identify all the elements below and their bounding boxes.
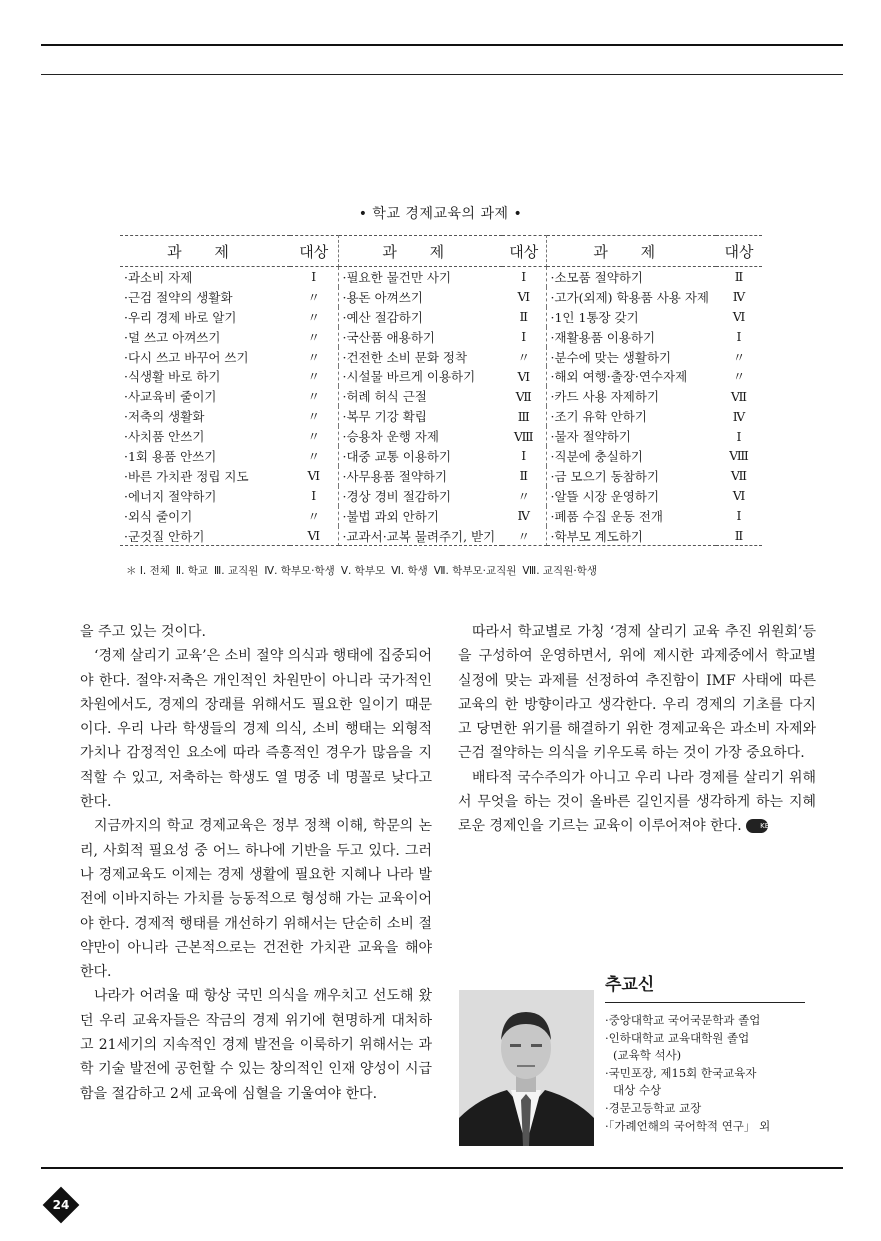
target-cell: Ⅳ — [732, 408, 746, 424]
task-cell: ·알뜰 시장 운영하기 — [550, 488, 660, 504]
target-cell: Ⅵ — [290, 526, 338, 546]
table-title: • 학교 경제교육의 과제 • — [358, 206, 523, 222]
target-cell: Ⅵ — [502, 287, 546, 307]
target-cell: Ⅵ — [732, 488, 746, 504]
legend-item: Ⅳ. 학부모·학생 — [264, 565, 335, 577]
target-cell: Ⅰ — [736, 428, 742, 444]
bio-item: (교육학 석사) — [613, 1048, 682, 1063]
author-divider — [605, 1002, 805, 1003]
task-cell: ·외식 줄이기 — [124, 508, 193, 524]
table-row — [120, 446, 762, 466]
task-cell: ·복무 기강 확립 — [342, 409, 427, 425]
table-row — [120, 366, 762, 386]
author-name: 추교신 — [605, 975, 655, 995]
task-cell: ·바른 가치관 정립 지도 — [124, 468, 249, 484]
target-cell: 〃 — [290, 446, 338, 466]
target-cell: Ⅱ — [502, 466, 546, 486]
target-cell: Ⅳ — [502, 506, 546, 526]
task-cell: ·불법 과외 안하기 — [342, 508, 439, 524]
tasks-table — [120, 235, 762, 546]
target-cell: Ⅱ — [716, 526, 762, 546]
target-cell: 〃 — [290, 307, 338, 327]
task-cell: ·1회 용품 안쓰기 — [124, 448, 217, 464]
task-cell: ·재활용품 이용하기 — [550, 329, 656, 345]
task-cell: ·다시 쓰고 바꾸어 쓰기 — [124, 349, 249, 365]
article-paragraph — [458, 766, 816, 839]
table-row — [120, 486, 762, 506]
article-paragraph: 따라서 학교별로 가칭 ‘경제 살리기 교육 추진 위원회’등을 구성하여 운영하면서, 위에 제시한 과제중에서 학교별 실정에 맞는 과제를 선정하여 추진함이 IMF 사태에 따른 교육의 한 방향이라고 생각한다. 우리 경제의 기초를 다지고 당면한 위기를 해결하기 위한 경제교육은 과소비 자제와 근검 절약하는 의식을 키우도록 하는 것이 가장 중요하다. — [458, 624, 816, 762]
target-cell: Ⅳ — [732, 289, 746, 305]
legend-item: Ⅱ. 학교 — [175, 565, 209, 577]
target-cell: 〃 — [290, 327, 338, 347]
task-cell: ·승용차 운행 자제 — [342, 429, 439, 445]
target-cell: 〃 — [732, 349, 746, 365]
target-cell: Ⅰ — [290, 486, 338, 506]
task-cell: ·소모품 절약하기 — [550, 269, 643, 285]
target-cell: 〃 — [290, 366, 338, 386]
target-cell: 〃 — [502, 347, 546, 367]
target-cell: Ⅱ — [502, 307, 546, 327]
target-cell: 〃 — [732, 369, 746, 385]
table-row — [120, 347, 762, 367]
task-cell: ·분수에 맞는 생활하기 — [550, 349, 672, 365]
header-target-3: 대상 — [716, 236, 762, 267]
target-cell: 〃 — [290, 287, 338, 307]
target-cell: Ⅰ — [290, 267, 338, 287]
target-cell: Ⅱ — [734, 269, 744, 285]
task-cell: ·사무용품 절약하기 — [342, 468, 448, 484]
task-cell: ·물자 절약하기 — [550, 429, 631, 445]
bio-item: ·「가례언해의 국어학적 연구」 외 — [605, 1118, 771, 1133]
task-cell: ·용돈 아껴쓰기 — [342, 289, 423, 305]
article-left-column — [80, 620, 432, 1106]
kedi-end-mark-icon: KEDI — [746, 819, 768, 833]
task-cell: ·과소비 자제 — [124, 269, 193, 285]
task-cell: ·식생활 바로 하기 — [124, 369, 221, 385]
task-cell: ·금 모으기 동참하기 — [550, 468, 660, 484]
task-cell: ·사교육비 줄이기 — [124, 389, 217, 405]
header-target-2: 대상 — [502, 236, 546, 267]
task-cell: ·해외 여행·출장·연수자제 — [550, 369, 688, 385]
header-task-2: 과 제 — [338, 236, 502, 267]
task-cell: ·조기 유학 안하기 — [550, 409, 647, 425]
task-cell: ·에너지 절약하기 — [124, 488, 217, 504]
header-task-3: 과 제 — [546, 236, 716, 267]
task-cell: ·학부모 계도하기 — [546, 526, 716, 546]
task-cell: ·경상 경비 절감하기 — [342, 488, 452, 504]
author-photo — [459, 990, 594, 1146]
target-cell: Ⅶ — [730, 468, 748, 484]
legend-item: Ⅴ. 학부모 — [340, 565, 386, 577]
table-row — [120, 386, 762, 406]
target-cell: Ⅵ — [502, 366, 546, 386]
author-portrait-icon — [459, 990, 594, 1146]
table-row — [120, 466, 762, 486]
legend-item: Ⅵ. 학생 — [391, 565, 428, 577]
target-cell: 〃 — [290, 506, 338, 526]
table-row — [120, 506, 762, 526]
task-cell: ·군것질 안하기 — [120, 526, 290, 546]
table-row — [120, 526, 762, 546]
table-header-row — [120, 236, 762, 267]
target-cell: Ⅰ — [736, 508, 742, 524]
task-cell: ·우리 경제 바로 알기 — [124, 309, 237, 325]
table-row — [120, 327, 762, 347]
legend-item: ＊ Ⅰ. 전체 — [126, 565, 170, 577]
bio-item: ·국민포장, 제15회 한국교육자 — [605, 1065, 757, 1080]
target-cell: 〃 — [290, 386, 338, 406]
target-cell: Ⅷ — [502, 426, 546, 446]
article-paragraph-text: 배타적 국수주의가 아니고 우리 나라 경제를 살리기 위해서 무엇을 하는 것이 올바른 길인지를 생각하게 하는 지혜로운 경제인을 기르는 교육이 이루어져야 한다. — [458, 769, 816, 835]
bio-item: 대상 수상 — [613, 1083, 662, 1098]
article-paragraph: 나라가 어려울 때 항상 국민 의식을 깨우치고 선도해 왔던 우리 교육자들은 작금의 경제 위기에 현명하게 대처하고 21세기의 지속적인 경제 발전을 이룩하기 위해서는 과학 기술 발전에 공헌할 수 있는 창의적인 인재 양성이 시급함을 절감하고 2세 교육에 심혈을 기울여야 한다. — [80, 988, 432, 1102]
page-number: 24 — [52, 1198, 70, 1212]
task-cell: ·국산품 애용하기 — [342, 329, 435, 345]
task-cell: ·카드 사용 자제하기 — [550, 389, 660, 405]
author-bio-list — [605, 1012, 770, 1135]
header-task-1: 과 제 — [120, 236, 290, 267]
target-cell: Ⅰ — [502, 446, 546, 466]
target-cell: 〃 — [290, 426, 338, 446]
task-cell: ·허례 허식 근절 — [342, 389, 427, 405]
target-cell: Ⅰ — [502, 267, 546, 287]
bio-item: ·중앙대학교 국어국문학과 졸업 — [605, 1013, 761, 1027]
task-cell: ·필요한 물건만 사기 — [342, 269, 452, 285]
bio-item: ·인하대학교 교육대학원 졸업 — [605, 1030, 750, 1045]
legend-item: Ⅲ. 교직원 — [214, 565, 259, 577]
task-cell: ·사치품 안쓰기 — [124, 429, 205, 445]
table-row — [120, 287, 762, 307]
task-cell: ·고가(외제) 학용품 사용 자제 — [550, 289, 709, 305]
task-cell: ·저축의 생활화 — [124, 409, 205, 425]
article-paragraph: 을 주고 있는 것이다. — [80, 624, 206, 640]
target-cell: 〃 — [502, 526, 546, 546]
article-paragraph: 지금까지의 학교 경제교육은 정부 정책 이해, 학문의 논리, 사회적 필요성 중 어느 하나에 기반을 두고 있다. 그러나 경제교육도 이제는 경제 생활에 필요한 지혜나 나라 발전에 이바지하는 가치를 능동적으로 형성해 가는 교육이어야 한다. 경제적 행태를 개선하기 위해서는 단순히 소비 절약만이 아니라 근본적으로는 건전한 가치관 교육을 해야 한다. — [80, 818, 432, 981]
article-right-column — [458, 620, 816, 839]
task-cell: ·1인 1통장 갖기 — [550, 309, 639, 325]
article-paragraph: ‘경제 살리기 교육’은 소비 절약 의식과 행태에 집중되어야 한다. 절약·저축은 개인적인 차원만이 아니라 국가적인 차원에서도, 경제의 장래를 위해서도 필요한 일이기 때문이다. 우리 나라 학생들의 경제 의식, 소비 행태는 외형적 가치나 감정적인 요소에 따라 즉흥적인 경우가 많음을 지적할 수 있고, 저축하는 학생도 열 명중 네 명꼴로 낮다고 한다. — [80, 648, 432, 811]
table-row — [120, 267, 762, 287]
target-cell: Ⅰ — [736, 329, 742, 345]
task-cell: ·직분에 충실하기 — [550, 448, 643, 464]
task-cell: ·대중 교통 이용하기 — [342, 448, 452, 464]
target-cell: Ⅲ — [502, 406, 546, 426]
legend-item: Ⅶ. 학부모·교직원 — [433, 565, 517, 577]
task-cell: ·시설물 바르게 이용하기 — [342, 369, 476, 385]
table-row — [120, 406, 762, 426]
target-cell: Ⅵ — [732, 309, 746, 325]
table-row — [120, 426, 762, 446]
header-rule-bottom — [41, 74, 843, 75]
target-cell: Ⅰ — [502, 327, 546, 347]
target-cell: Ⅶ — [730, 388, 748, 404]
table-legend — [126, 563, 603, 578]
task-cell: ·근검 절약의 생활화 — [124, 289, 233, 305]
target-cell: 〃 — [502, 486, 546, 506]
header-rule-top — [41, 44, 843, 46]
target-cell: Ⅵ — [290, 466, 338, 486]
table-body — [120, 267, 762, 546]
target-cell: Ⅶ — [502, 386, 546, 406]
target-cell: 〃 — [290, 406, 338, 426]
legend-item: Ⅷ. 교직원·학생 — [522, 565, 597, 577]
task-cell: ·교과서·교복 물려주기, 받기 — [338, 526, 502, 546]
bio-item: ·경문고등학교 교장 — [605, 1100, 702, 1115]
target-cell: 〃 — [290, 347, 338, 367]
table-row — [120, 307, 762, 327]
task-cell: ·건전한 소비 문화 정착 — [342, 349, 468, 365]
task-cell: ·폐품 수집 운동 전개 — [550, 508, 663, 524]
footer-rule — [41, 1167, 843, 1169]
task-cell: ·덜 쓰고 아껴쓰기 — [124, 329, 221, 345]
target-cell: Ⅷ — [729, 448, 749, 464]
task-cell: ·예산 절감하기 — [342, 309, 423, 325]
header-target-1: 대상 — [290, 236, 338, 267]
